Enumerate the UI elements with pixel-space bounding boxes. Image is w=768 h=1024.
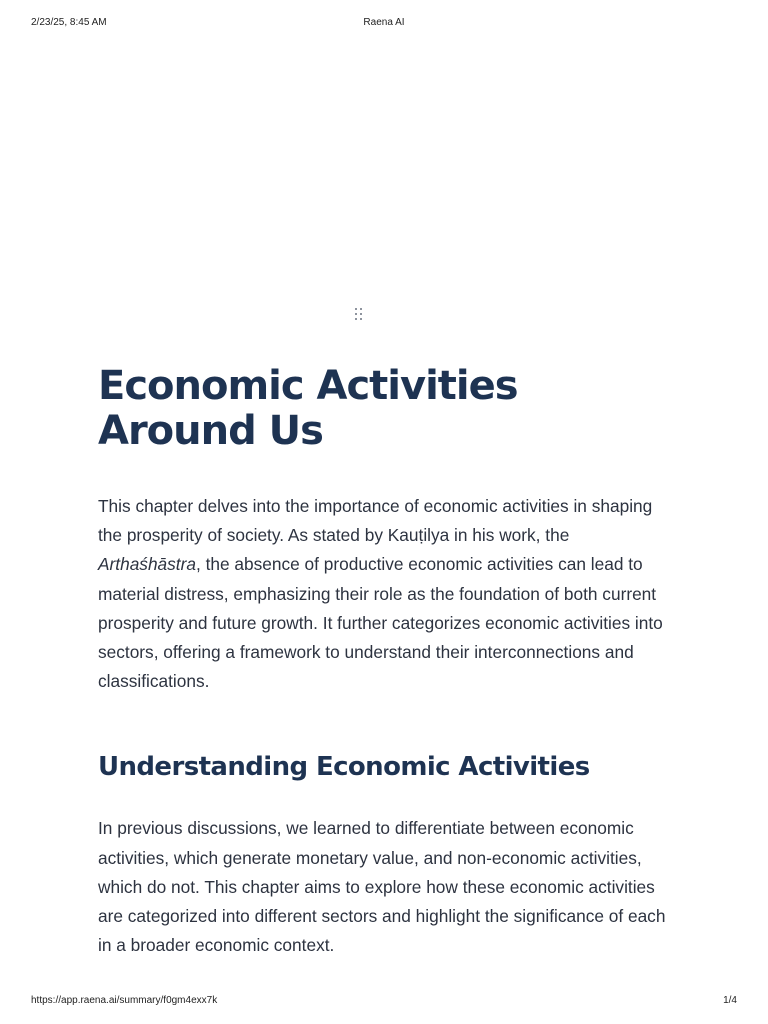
intro-text-part2: , the absence of productive economic activities can lead to material distress, emphasizing their role as the foundation of both current prosperity and future growth. It further categorizes economic activities into sectors, offering a framework to understand their interconnections and classifications. [98,554,663,692]
print-date: 2/23/25, 8:45 AM [31,17,107,28]
drag-handle-icon[interactable] [355,308,365,324]
print-page-number: 1/4 [723,995,737,1006]
print-url: https://app.raena.ai/summary/f0gm4exx7k [31,995,218,1006]
drag-dot [360,318,362,320]
drag-dot [355,318,357,320]
print-header [31,17,737,31]
drag-dot [355,313,357,315]
drag-dot [360,313,362,315]
document-title: Economic Activities Around Us [98,363,518,454]
print-footer [31,995,737,1009]
intro-paragraph [98,492,670,696]
print-site-title: Raena AI [363,17,405,28]
section-heading: Understanding Economic Activities [98,752,590,783]
section-body: In previous discussions, we learned to differentiate between economic activities, which generate monetary value, and non-economic activities, which do not. This chapter aims to explore how these economic activities are categorized into different sectors and highlight the significance of each in a broader economic context. [98,818,666,956]
document-content [98,364,670,960]
intro-text-part1: This chapter delves into the importance of economic activities in shaping the prosperity of society. As stated by Kauṭilya in his work, the [98,496,653,546]
intro-emphasis: Arthaśhāstra [98,554,196,575]
drag-dot [360,308,362,310]
drag-dot [355,308,357,310]
